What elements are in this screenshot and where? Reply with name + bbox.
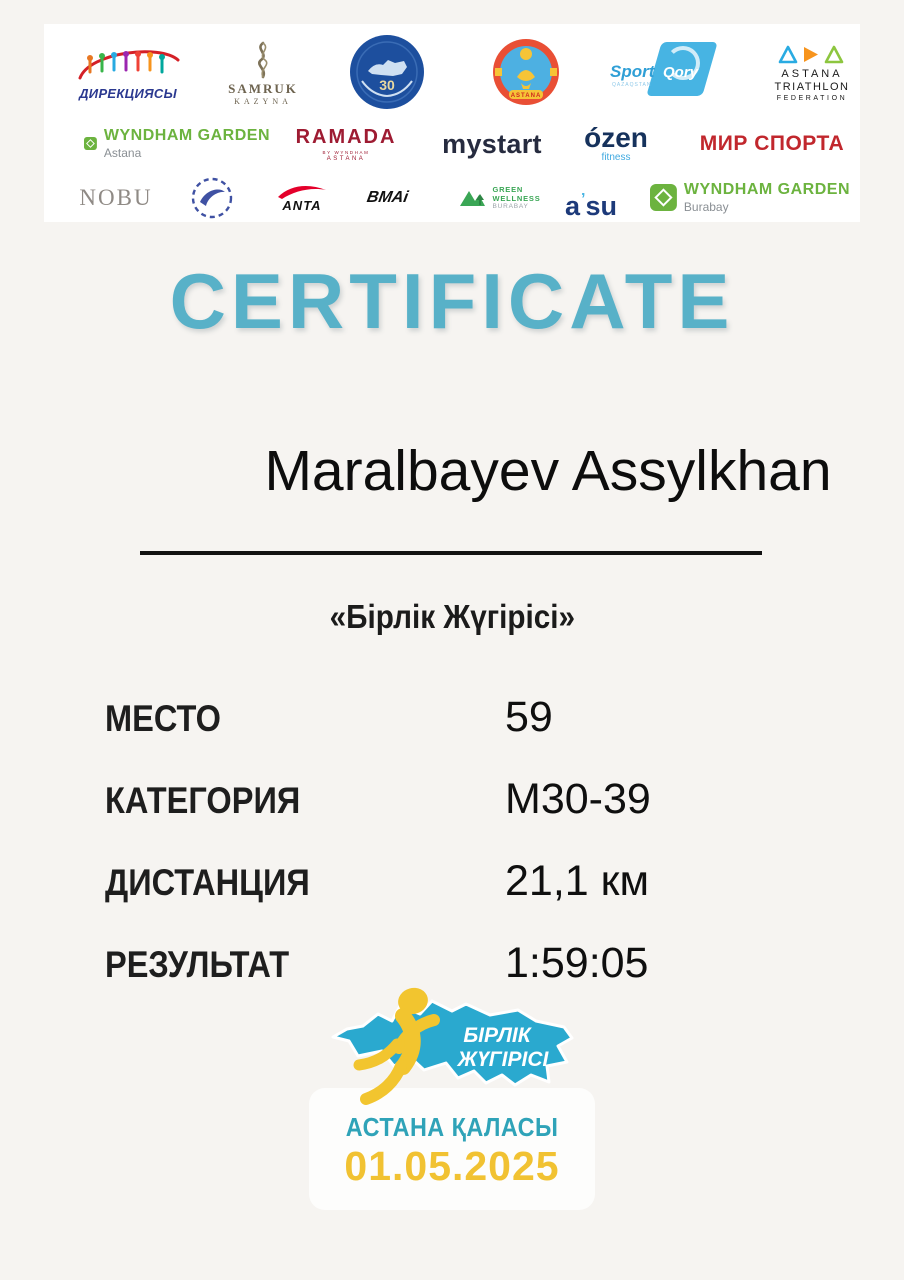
triathlon-line2: TRIATHLON: [774, 80, 850, 93]
name-underline: [140, 551, 762, 555]
sponsor-ramada-logo: [295, 120, 397, 168]
sponsor-anta-logo: [270, 176, 334, 220]
triathlon-line3: FEDERATION: [776, 94, 848, 102]
mir-sporta-brand: МИР СПОРТА: [699, 132, 845, 155]
field-value-distance: 21,1 км: [505, 857, 650, 905]
kazyna-text: KAZYNA: [234, 96, 292, 106]
sponsor-wyndham-garden-burabay-logo: [650, 172, 850, 222]
runners-figures-icon: [72, 44, 184, 90]
sport-qory-word2: Qory: [662, 64, 698, 81]
field-row-category: [105, 775, 785, 857]
field-value-result: 1:59:05: [505, 939, 649, 987]
wyndham-astana-brand: WYNDHAM GARDEN: [103, 126, 270, 144]
result-fields: [105, 693, 785, 1021]
wyndham-diamond-icon: [84, 130, 97, 157]
green-wellness-line2: WELLNESS: [492, 194, 541, 204]
sponsor-astana-city-emblem: [490, 35, 562, 109]
nobu-brand: NOBU: [79, 185, 153, 210]
wyndham-astana-city: Astana: [103, 145, 142, 160]
sponsor-direkciyasy-logo: [68, 30, 188, 114]
triathlon-line1: ASTANA: [781, 67, 843, 80]
asu-part1: a: [565, 191, 581, 221]
ozen-brand: ózen: [584, 121, 648, 153]
joma-circle-swoosh-icon: [189, 175, 235, 221]
kazakhstan-map-icon: [333, 1001, 572, 1085]
sponsor-wyndham-garden-astana-logo: [84, 120, 270, 166]
sponsor-astana-triathlon-logo: [763, 34, 861, 110]
sport-qory-word1: Sport: [610, 62, 655, 81]
bmai-brand: BMAi: [365, 189, 410, 206]
astana-emblem-label: ASTANA: [510, 93, 542, 99]
field-value-place: 59: [505, 693, 553, 741]
direkciyasy-label: ДИРЕКЦИЯСЫ: [79, 85, 177, 101]
mountain-tree-icon: [459, 184, 487, 212]
sponsor-green-wellness-logo: [450, 174, 550, 222]
sponsor-mir-sporta-logo: [696, 122, 848, 166]
anta-brand: ANTA: [282, 198, 322, 213]
anniversary-30-emblem-icon: [348, 33, 426, 111]
sponsor-bmai-logo: [354, 176, 420, 220]
anniversary-number: 30: [379, 77, 395, 93]
sponsor-samruk-kazyna-logo: [225, 32, 301, 114]
wyndham-diamond-icon: [650, 183, 677, 212]
asu-part2: su: [585, 191, 617, 221]
triathlon-triangles-icon: [776, 43, 848, 65]
field-value-category: M30-39: [505, 775, 651, 823]
ramada-city: ASTANA: [326, 156, 366, 162]
field-row-place: [105, 693, 785, 775]
astana-emblem-icon: [491, 37, 561, 107]
event-name: [0, 598, 904, 636]
footer-date: 01.05.2025: [344, 1142, 560, 1189]
field-label-place: МЕСТО: [105, 698, 221, 739]
event-logo-text-line1: БІРЛІК: [463, 1024, 531, 1047]
mystart-brand: mystart: [442, 128, 542, 159]
field-label-distance: ДИСТАНЦИЯ: [105, 862, 310, 903]
green-wellness-line1: GREEN: [492, 185, 524, 195]
footer-city: АСТАНА ҚАЛАСЫ: [345, 1111, 559, 1142]
field-label-result: РЕЗУЛЬТАТ: [105, 944, 290, 985]
ramada-subtext: BY WYNDHAM: [322, 150, 370, 155]
wyndham-burabay-brand: WYNDHAM GARDEN: [683, 180, 850, 198]
sponsor-joma-logo: [186, 174, 238, 222]
recipient-name: Maralbayev Assylkhan: [264, 439, 832, 503]
event-logo-text-line2: ЖҮГІРІСІ: [457, 1048, 549, 1071]
event-logo-kazakhstan-map-runner: [300, 984, 595, 1109]
sponsor-sport-qory-logo: [610, 38, 714, 104]
certificate-title: CERTIFICATE: [169, 257, 735, 345]
wyndham-burabay-city: Burabay: [683, 199, 729, 214]
asu-droplet-accent: ʼ: [581, 191, 586, 208]
sport-qory-subtext: QAZAQSTAN: [612, 82, 652, 88]
field-label-category: КАТЕГОРИЯ: [105, 780, 301, 821]
ozen-subtext: fitness: [601, 151, 631, 163]
green-wellness-line3: BURABAY: [492, 203, 529, 211]
field-row-distance: [105, 857, 785, 939]
samruk-emblem-icon: [248, 41, 278, 81]
sponsor-nobu-logo: [80, 176, 152, 220]
sponsor-mystart-logo: [434, 122, 550, 166]
sponsor-banner: [44, 24, 860, 222]
samruk-text: SAMRUK: [228, 80, 298, 96]
ramada-brand: RAMADA: [295, 126, 397, 148]
sponsor-asu-logo: [562, 174, 620, 220]
sponsor-ozen-fitness-logo: [576, 118, 656, 168]
event-name-text: «Бірлік Жүгірісі»: [329, 598, 575, 635]
sponsor-30th-anniversary-emblem: [348, 32, 426, 112]
